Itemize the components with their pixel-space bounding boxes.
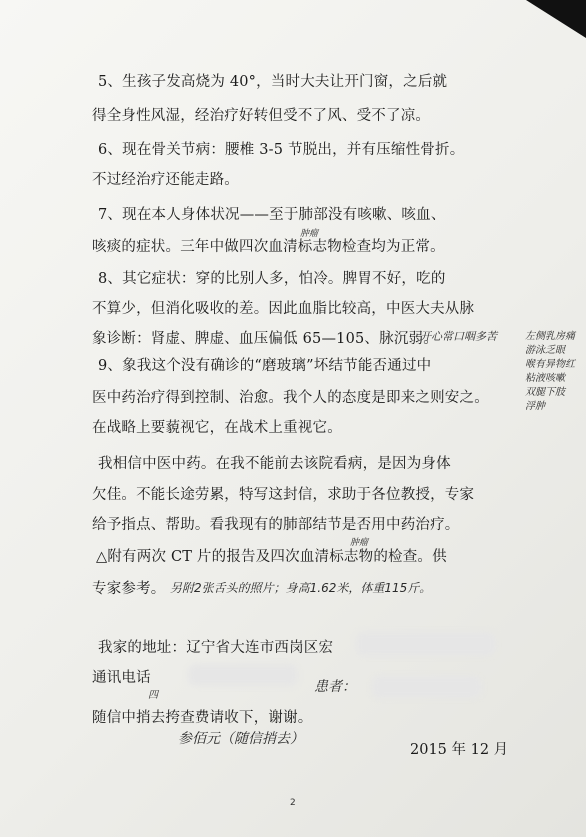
text-line: 咳痰的症状。三年中做四次血清标志物检查均为正常。 bbox=[92, 239, 445, 255]
text-line: 5、生孩子发高烧为 40°，当时大夫让开门窗，之后就 bbox=[98, 74, 448, 90]
handwritten-signature-note: 参佰元（随信捎去） bbox=[178, 731, 304, 747]
text-line: 象诊断：肾虚、脾虚、血压偏低 65—105、脉沉弱。 bbox=[92, 331, 438, 347]
text-line: 9、象我这个没有确诊的“磨玻璃”坏结节能否通过中 bbox=[98, 358, 432, 374]
text-line: △附有两次 CT 片的报告及四次血清标志物的检查。供 bbox=[96, 549, 447, 565]
text-line: 医中药治疗得到控制、治愈。我个人的态度是即来之则安之。 bbox=[92, 390, 489, 406]
address-line: 我家的地址：辽宁省大连市西岗区宏 bbox=[98, 640, 334, 656]
handwritten-annotation: 四 bbox=[148, 690, 158, 701]
phone-line: 通讯电话 bbox=[92, 670, 151, 686]
letter-date: 2015 年 12 月 bbox=[410, 742, 509, 758]
text-line: 在战略上要藐视它，在战术上重视它。 bbox=[92, 420, 342, 436]
text-line: 8、其它症状：穿的比别人多，怕冷。脾胃不好，吃的 bbox=[98, 271, 446, 287]
text-line: 随信中捎去挎查费请收下，谢谢。 bbox=[92, 710, 313, 726]
folded-corner bbox=[526, 0, 586, 38]
text-line: 6、现在骨关节病：腰椎 3-5 节脱出，并有压缩性骨折。 bbox=[98, 142, 465, 158]
handwritten-annotation: 开心常口咽多苦 bbox=[420, 330, 497, 343]
handwritten-patient-label: 患者： bbox=[314, 679, 356, 695]
text-line: 7、现在本人身体状况——至于肺部没有咳嗽、咳血、 bbox=[98, 207, 446, 223]
redacted-phone bbox=[188, 664, 298, 686]
text-line: 欠佳。不能长途劳累，特写这封信，求助于各位教授，专家 bbox=[92, 487, 475, 503]
text-line: 不过经治疗还能走路。 bbox=[92, 172, 239, 188]
text-line: 给予指点、帮助。看我现有的肺部结节是否用中药治疗。 bbox=[92, 517, 460, 533]
handwritten-annotation: 肿瘤 bbox=[300, 229, 319, 239]
handwritten-annotation: 另附2张舌头的照片；身高1.62米，体重115斤。 bbox=[170, 581, 432, 595]
text-line: 专家参考。 bbox=[92, 581, 166, 597]
text-line: 我相信中医中药。在我不能前去该院看病，是因为身体 bbox=[98, 456, 451, 472]
handwritten-annotation: 肿瘤 bbox=[350, 538, 369, 548]
handwritten-margin-note: 左侧乳房痛 游泳乏眼 喉有异物红 粘液咳嗽 双腿下肢 浮肿 bbox=[525, 331, 575, 412]
text-line: 得全身性风湿，经治疗好转但受不了风、受不了凉。 bbox=[92, 108, 431, 124]
page-number: 2 bbox=[290, 798, 296, 808]
redacted-address bbox=[356, 632, 496, 656]
redacted-name bbox=[372, 676, 482, 698]
text-line: 不算少，但消化吸收的差。因此血脂比较高，中医大夫从脉 bbox=[92, 301, 475, 317]
